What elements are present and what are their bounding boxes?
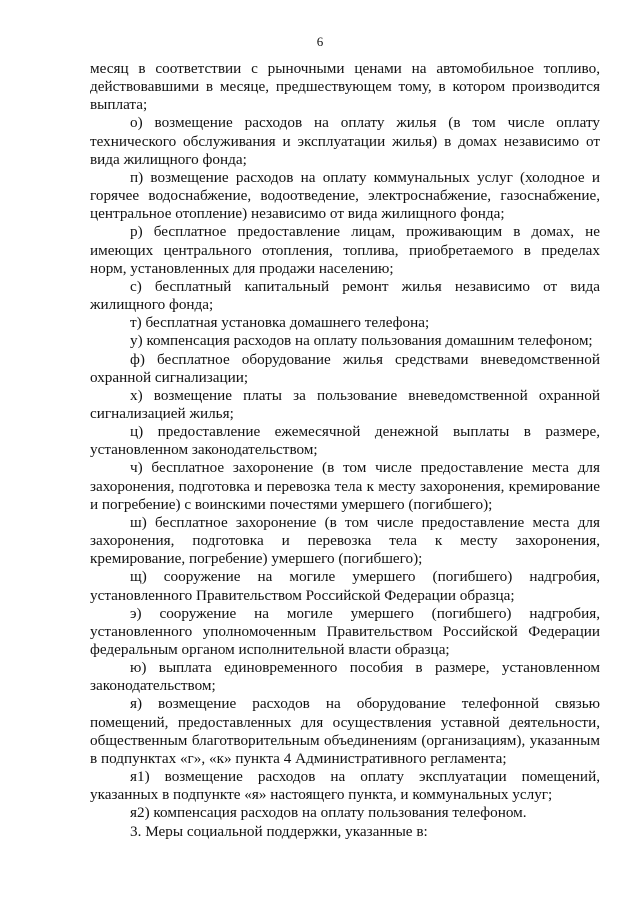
- paragraph-item-p: п) возмещение расходов на оплату коммунальных услуг (холодное и горячее водоснабжение, водоотведение, электроснабжение, газоснабжение, центральное отопление) независимо от вида жилищного фонда;: [90, 168, 600, 223]
- paragraph-item-f: ф) бесплатное оборудование жилья средствами вневедомственной охранной сигнализации;: [90, 350, 600, 386]
- paragraph-item-sh: ш) бесплатное захоронение (в том числе предоставление места для захоронения, подготовка и перевозка тела к месту захоронения, кремирование, погребение) умершего (погибшего);: [90, 513, 600, 568]
- paragraph-item-e: э) сооружение на могиле умершего (погибшего) надгробия, установленного уполномоченным Правительством Российской Федерации федеральным органом исполнительной власти образца;: [90, 604, 600, 658]
- paragraph-item-r: р) бесплатное предоставление лицам, проживающим в домах, не имеющих центрального отопления, топлива, приобретаемого в пределах норм, установленных для продажи населению;: [90, 223, 600, 277]
- paragraph-item-ch: ч) бесплатное захоронение (в том числе предоставление места для захоронения, подготовка и перевозка тела к месту захоронения, кремирование и погребение) с воинскими почестями умершего (погибшего);: [90, 459, 600, 513]
- paragraph-item-o: о) возмещение расходов на оплату жилья (в том числе оплату технического обслуживания и эксплуатации жилья) в домах независимо от вида жилищного фонда;: [90, 114, 600, 168]
- page-number: 6: [316, 34, 324, 49]
- document-body: [90, 60, 600, 841]
- paragraph-item-u: у) компенсация расходов на оплату пользования домашним телефоном;: [130, 332, 593, 350]
- paragraph-item-shch: щ) сооружение на могиле умершего (погибшего) надгробия, установленного Правительством Российской Федерации образца;: [90, 568, 600, 604]
- paragraph-item-ts: ц) предоставление ежемесячной денежной выплаты в размере, установленном законодательством;: [90, 423, 600, 459]
- paragraph-section-3: 3. Меры социальной поддержки, указанные в:: [130, 822, 428, 840]
- paragraph-continuation: месяц в соответствии с рыночными ценами на автомобильное топливо, действовавшими в месяце, предшествующем тому, в котором производится выплата;: [90, 60, 600, 114]
- paragraph-item-ya2: я2) компенсация расходов на оплату пользования телефоном.: [130, 804, 527, 822]
- paragraph-item-s: с) бесплатный капитальный ремонт жилья независимо от вида жилищного фонда;: [90, 277, 600, 314]
- paragraph-item-kh: х) возмещение платы за пользование вневедомственной охранной сигнализацией жилья;: [90, 386, 600, 422]
- paragraph-item-yu: ю) выплата единовременного пособия в размере, установленном законодательством;: [90, 659, 600, 695]
- paragraph-item-t: т) бесплатная установка домашнего телефона;: [130, 314, 430, 332]
- paragraph-item-ya: я) возмещение расходов на оборудование телефонной связью помещений, предоставленных для осуществления уставной деятельности, общественным благотворительным объединениям (организациям), указанным в подпунктах «г», «к» пункта 4 Административного регламента;: [90, 695, 600, 767]
- paragraph-item-ya1: я1) возмещение расходов на оплату эксплуатации помещений, указанных в подпункте «я» настоящего пункта, и коммунальных услуг;: [90, 768, 600, 804]
